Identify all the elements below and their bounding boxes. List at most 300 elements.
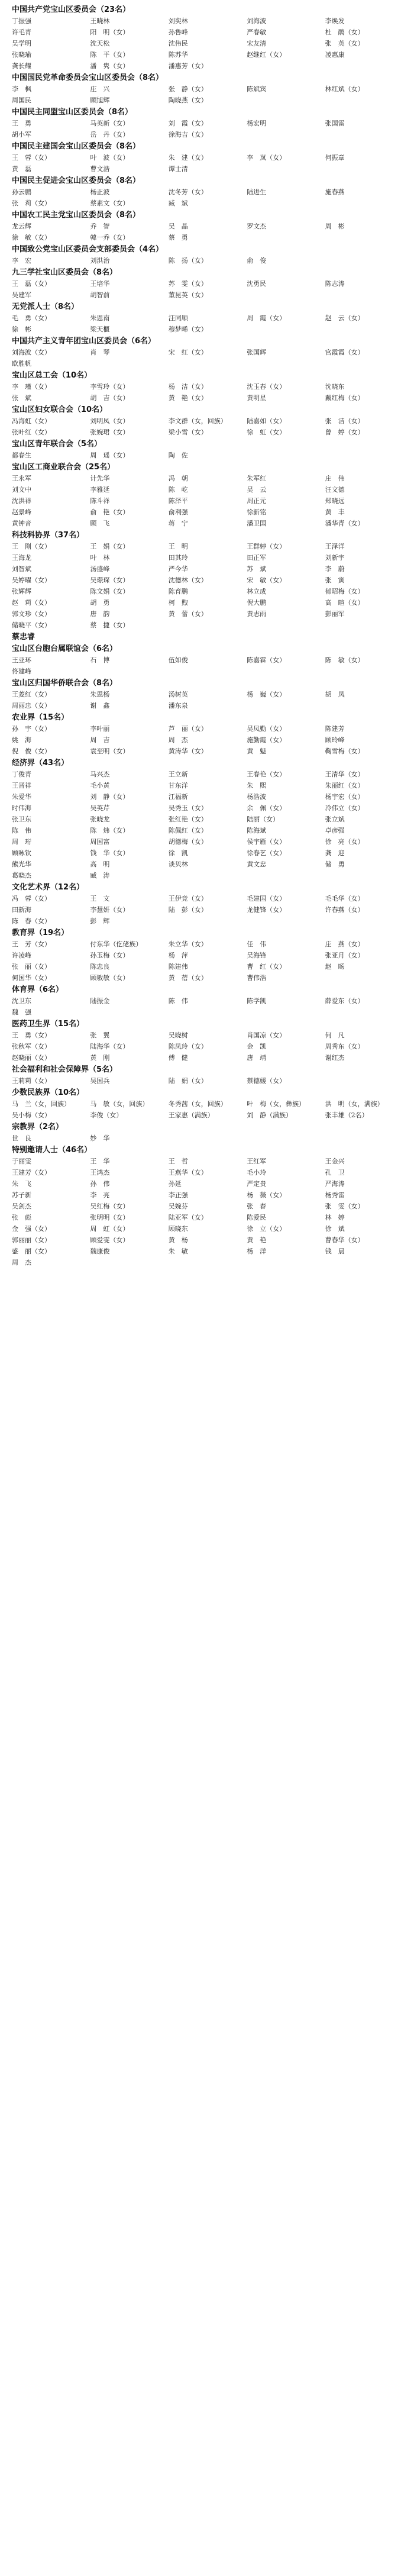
member-name: 储 勇 [325, 860, 345, 868]
member-name: 王 文 [90, 895, 110, 902]
member-name: 曹文浩 [90, 165, 110, 173]
member-name: 陈 伟 [168, 997, 188, 1005]
member-name: 胡 勇 [90, 599, 110, 607]
member-name: 倪大鹏 [247, 599, 267, 607]
member-name: 沈晓东 [325, 383, 345, 391]
member-name: 田新海 [12, 906, 31, 914]
member-name: 陈文娟（女） [90, 588, 130, 595]
name-list [12, 255, 402, 266]
member-name: 黄 蓓（女） [168, 974, 208, 982]
member-name: 陈育鹏 [168, 588, 188, 595]
member-name: 陈佩红（女） [168, 827, 208, 834]
section [12, 1121, 402, 1144]
member-name: 张国辉 [247, 349, 267, 356]
member-name: 计先华 [90, 475, 110, 482]
member-name: 顾旭辉 [90, 96, 110, 104]
member-name: 陈志涛 [325, 280, 345, 288]
member-name: 陈 炜（女） [90, 827, 130, 834]
member-name: 潘东泉 [168, 702, 188, 710]
member-name: 吴英芹 [90, 804, 110, 812]
section [12, 243, 402, 266]
member-name: 胡 凤 [325, 691, 345, 698]
member-name: 刘奕林 [168, 17, 188, 25]
member-name: 李雅延 [90, 486, 110, 494]
member-name: 世 良 [12, 1134, 31, 1142]
member-name: 张红艳（女） [168, 815, 208, 823]
member-name: 李慧妍（女） [90, 906, 130, 914]
member-name: 魏康俊 [90, 1247, 110, 1255]
member-name: 林红斌（女） [325, 85, 364, 93]
name-list [12, 769, 402, 881]
member-name: 王 蓉（女） [12, 154, 51, 162]
member-name: 肖国凉（女） [247, 1031, 286, 1039]
member-name: 陆嘉如（女） [247, 417, 286, 425]
member-name: 朱 敏 [168, 1247, 188, 1255]
member-name: 王永军 [12, 475, 31, 482]
section-heading: 蔡忠睿 [12, 633, 35, 641]
section [12, 301, 402, 335]
member-name: 陆丽（女） [247, 815, 280, 823]
member-name: 严定贵 [247, 1180, 267, 1188]
member-name: 杨 洋 [247, 1247, 267, 1255]
member-name: 杨浩波 [247, 793, 267, 801]
member-name: 蔡德媛（女） [247, 1077, 286, 1085]
member-name: 林 婷 [325, 1214, 345, 1221]
member-name: 黄 杨 [168, 1236, 188, 1244]
member-name: 吴建军 [12, 291, 31, 299]
section-heading: 农业界（15名） [12, 713, 69, 722]
member-name: 王春艳（女） [247, 770, 286, 778]
section [12, 1087, 402, 1121]
member-name: 赵 莉（女） [12, 599, 51, 607]
member-name: 梁小雪（女） [168, 428, 208, 436]
section-heading: 社会福利和社会保障界（5名） [12, 1065, 118, 1074]
section [12, 677, 402, 711]
member-name: 叶 林 [90, 554, 110, 562]
member-name: 黄明星 [247, 394, 267, 402]
name-list [12, 1030, 402, 1063]
member-name: 张 斌 [12, 394, 31, 402]
member-name: 柯 煦 [168, 599, 188, 607]
member-name: 王培华 [90, 280, 110, 288]
member-name: 石 博 [90, 656, 110, 664]
name-list [12, 723, 402, 757]
member-name: 李 枫 [12, 85, 31, 93]
member-name: 马 敏（女，回族） [90, 1100, 149, 1108]
member-name: 潘 隽（女） [90, 62, 130, 70]
member-name: 苏子新 [12, 1191, 31, 1199]
member-name: 凌惠康 [325, 51, 345, 59]
member-name: 杨 洁（女） [168, 383, 208, 391]
member-name: 龙云辉 [12, 223, 31, 230]
member-name: 刘海波 [247, 17, 267, 25]
member-name: 施勤霞（女） [247, 736, 286, 744]
section-heading: 中国民主促进会宝山区委员会（8名） [12, 176, 141, 185]
member-name: 葛晓杰 [12, 872, 31, 879]
member-name: 苏 雯（女） [168, 280, 208, 288]
member-name: 陈海斌 [247, 827, 267, 834]
member-name: 周正元 [247, 497, 267, 505]
member-name: 张 翼 [90, 1031, 110, 1039]
name-list [12, 1156, 402, 1268]
section-heading: 中国国民党革命委员会宝山区委员会（8名） [12, 73, 164, 82]
member-name: 刘文中 [12, 486, 31, 494]
member-name: 徐新铭 [247, 508, 267, 516]
member-name: 汪同顺 [168, 314, 188, 322]
member-name: 王泽洋 [325, 543, 345, 550]
member-name: 沈伟民 [168, 40, 188, 47]
member-name: 王清华（女） [325, 770, 364, 778]
member-name: 蒋 宁 [168, 520, 188, 527]
member-name: 余 佩（女） [247, 804, 286, 812]
member-name: 李 蔚 [325, 565, 345, 573]
member-name: 郑晓远 [325, 497, 345, 505]
member-name: 陆 娟（女） [168, 1077, 208, 1085]
member-name: 黄 艳 [247, 1236, 267, 1244]
member-name: 王燕华（女） [168, 1169, 208, 1176]
member-name: 王金兴 [325, 1158, 345, 1165]
name-list [12, 221, 402, 243]
member-name: 肖 琴 [90, 349, 110, 356]
member-name: 张 寅 [325, 576, 345, 584]
member-name: 叶 梅（女，彝族） [247, 1100, 306, 1108]
member-name: 张 雯（女） [325, 1202, 364, 1210]
name-list [12, 995, 402, 1018]
member-name: 吴小梅（女） [12, 1111, 51, 1119]
member-name: 王晋祥 [12, 782, 31, 789]
member-name: 郭文珍（女） [12, 610, 51, 618]
member-name: 黄钟音 [12, 520, 31, 527]
member-name: 胡小军 [12, 131, 31, 138]
member-name: 谢红杰 [325, 1054, 345, 1062]
section [12, 369, 402, 404]
member-name: 杜 鹃（女） [325, 28, 364, 36]
member-name: 赵 旸 [325, 963, 345, 971]
member-name: 彭 辉 [90, 917, 110, 925]
member-name: 甘东洋 [168, 782, 188, 789]
member-name: 俞利强 [168, 508, 188, 516]
section-heading: 中国致公党宝山区委员会支部委员会（4名） [12, 245, 164, 254]
member-name: 胡智前 [90, 291, 110, 299]
member-name: 陈建伟 [168, 963, 188, 971]
member-name: 刘 静（女） [90, 793, 130, 801]
member-name: 何振章 [325, 154, 345, 162]
member-name: 庄 伟 [325, 475, 345, 482]
name-list [12, 186, 402, 209]
name-list [12, 655, 402, 677]
member-name: 毛建国（女） [247, 895, 286, 902]
member-name: 王 明 [168, 543, 188, 550]
section-heading: 文化艺术界（12名） [12, 883, 85, 892]
member-name: 陈建芳 [325, 725, 345, 733]
member-name: 董昆英（女） [168, 291, 208, 299]
member-name: 王红军 [247, 1158, 267, 1165]
member-name: 严海涛 [325, 1180, 345, 1188]
member-name: 乔 智 [90, 223, 110, 230]
member-name: 朱立华（女） [168, 940, 208, 948]
member-name: 王 芳（女） [12, 940, 51, 948]
section [12, 631, 402, 643]
section [12, 140, 402, 175]
member-name: 高 暄（女） [325, 599, 364, 607]
member-name: 周秀东（女） [325, 1043, 364, 1050]
member-name: 李俊（女） [90, 1111, 123, 1119]
member-name: 孙 伟 [90, 1180, 110, 1188]
member-name: 丁俊青 [12, 770, 31, 778]
member-name: 潘卫国 [247, 520, 267, 527]
member-name: 陈 春（女） [12, 917, 51, 925]
member-name: 钱 晨 [325, 1247, 345, 1255]
member-name: 曹春华（女） [325, 1236, 364, 1244]
name-list [12, 450, 402, 461]
name-list [12, 118, 402, 140]
member-name: 周国民 [12, 96, 31, 104]
member-name: 陶晓燕（女） [168, 96, 208, 104]
member-name: 郁昭梅（女） [325, 588, 364, 595]
member-name: 宋 敏（女） [247, 576, 286, 584]
member-name: 周 珩 [12, 838, 31, 846]
member-name: 朱 建（女） [168, 154, 208, 162]
section [12, 711, 402, 757]
section [12, 209, 402, 243]
member-name: 黄 刚 [90, 1054, 110, 1062]
member-name: 张 英（女） [325, 40, 364, 47]
member-name: 朱爱华 [12, 793, 31, 801]
name-list [12, 381, 402, 404]
member-name: 罗文杰 [247, 223, 267, 230]
member-name: 张晓龙 [90, 815, 110, 823]
member-name: 杨 萍 [168, 952, 188, 959]
member-name: 沈德林（女） [168, 576, 208, 584]
member-name: 马英新（女） [90, 120, 130, 127]
section [12, 175, 402, 209]
member-name: 杨宇宏（女） [325, 793, 364, 801]
member-name: 吴 晶 [168, 223, 188, 230]
member-name: 冯 蓉（女） [12, 895, 51, 902]
member-name: 高 明 [90, 860, 110, 868]
member-name: 张亚月（女） [325, 952, 364, 959]
member-name: 黄 艳（女） [168, 394, 208, 402]
member-name: 杨 巍（女） [247, 691, 286, 698]
section [12, 266, 402, 301]
section [12, 72, 402, 106]
member-name: 汤树英 [168, 691, 188, 698]
member-name: 王莉莉（女） [12, 1077, 51, 1085]
name-list [12, 1133, 402, 1144]
member-name: 妙 华 [90, 1134, 110, 1142]
member-name: 黄 磊 [12, 165, 31, 173]
member-name: 陆振金 [90, 997, 110, 1005]
member-name: 倪 俊（女） [12, 747, 51, 755]
member-name: 于丽雯 [12, 1158, 31, 1165]
member-name: 蔡素文（女） [90, 199, 130, 207]
member-name: 吴婷曜（女） [12, 576, 51, 584]
member-name: 周 彬 [325, 223, 345, 230]
member-name: 郭丽丽（女） [12, 1236, 51, 1244]
member-name: 陈斌宾 [247, 85, 267, 93]
member-name: 徐 彬 [12, 325, 31, 333]
member-name: 王 勇（女） [12, 1031, 51, 1039]
name-list [12, 15, 402, 72]
member-name: 张 静（女） [168, 85, 208, 93]
member-name: 都春生 [12, 452, 31, 459]
member-name: 李 瑾（女） [12, 383, 51, 391]
member-name: 陈 伟 [12, 827, 31, 834]
member-name: 林立成 [247, 588, 267, 595]
section-heading: 体育界（6名） [12, 985, 64, 994]
member-name: 吴晓树 [168, 1031, 188, 1039]
member-name: 徐春艺（女） [247, 849, 286, 857]
section-heading: 九三学社宝山区委员会（8名） [12, 268, 118, 277]
member-name: 陶 佐 [168, 452, 188, 459]
member-name: 沈勇民 [247, 280, 267, 288]
member-name: 徐 敏（女） [12, 234, 51, 241]
member-name: 龚 迎 [325, 849, 345, 857]
member-name: 孙鲁峰 [168, 28, 188, 36]
member-name: 吴国兵 [90, 1077, 110, 1085]
member-name: 刘智斌 [12, 565, 31, 573]
member-name: 袁至明（女） [90, 747, 130, 755]
member-name: 沈洪祥 [12, 497, 31, 505]
section [12, 404, 402, 438]
member-name: 张晓瑜 [12, 51, 31, 59]
member-name: 官霞霞（女） [325, 349, 364, 356]
member-name: 沈冬芳（女） [168, 188, 208, 196]
member-name: 王伊竞（女） [168, 895, 208, 902]
member-name: 刘海波（女） [12, 349, 51, 356]
member-name: 苏 斌 [247, 565, 267, 573]
member-name: 张 莉（女） [12, 199, 51, 207]
member-name: 李焕发 [325, 17, 345, 25]
member-name: 韓一乔（女） [90, 234, 130, 241]
name-list [12, 347, 402, 369]
member-name: 梁天櫃 [90, 325, 110, 333]
section [12, 1144, 402, 1268]
member-name: 王 磊（女） [12, 280, 51, 288]
member-name: 杨宏明 [247, 120, 267, 127]
member-name: 张立斌 [325, 815, 345, 823]
member-name: 许凌峰 [12, 952, 31, 959]
member-name: 储晓平（女） [12, 621, 51, 629]
member-name: 唐 韵 [90, 610, 110, 618]
member-name: 金 凯 [247, 1043, 267, 1050]
section-heading: 宝山区工商业联合会（25名） [12, 463, 115, 472]
member-name: 黄 蕾（女） [168, 610, 208, 618]
member-name: 李正强 [168, 1191, 188, 1199]
member-name: 张国雷 [325, 120, 345, 127]
member-name: 周 杰 [168, 736, 188, 744]
member-name: 许毛青 [12, 28, 31, 36]
member-name: 庄 兴 [90, 85, 110, 93]
member-name: 周 霞（女） [247, 314, 286, 322]
member-name: 顾晓东 [168, 1225, 188, 1233]
member-name: 黄 魁 [247, 747, 267, 755]
section [12, 1018, 402, 1063]
member-name: 顾敏敏（女） [90, 974, 130, 982]
member-name: 李 宏 [12, 257, 31, 265]
member-name: 吴婉芬 [168, 1202, 188, 1210]
section-heading: 医药卫生界（15名） [12, 1020, 85, 1029]
member-name: 吴剑杰 [12, 1202, 31, 1210]
section [12, 106, 402, 140]
member-name: 丁振强 [12, 17, 31, 25]
member-name: 宋友清 [247, 40, 267, 47]
member-name: 周 虹（女） [90, 1225, 130, 1233]
member-name: 何国华（女） [12, 974, 51, 982]
member-name: 徐 斌 [325, 1225, 345, 1233]
section [12, 529, 402, 631]
member-name: 周 吉 [90, 736, 110, 744]
member-name: 张 洁（女） [325, 417, 364, 425]
member-name: 王 哲 [168, 1158, 188, 1165]
member-name: 冷伟立（女） [325, 804, 364, 812]
member-name: 冯 朝 [168, 475, 188, 482]
member-name: 胡 吉（女） [90, 394, 130, 402]
member-name: 朱思杨 [90, 691, 110, 698]
member-name: 龙健锋（女） [247, 906, 286, 914]
member-name: 王家惠（满族） [168, 1111, 214, 1119]
member-name: 胡德梅（女） [168, 838, 208, 846]
member-name: 吴 云 [247, 486, 267, 494]
member-name: 金 强（女） [12, 1225, 51, 1233]
member-name: 陈学凯 [247, 997, 267, 1005]
member-name: 陈嘉霖（女） [247, 656, 286, 664]
member-name: 吴学明 [12, 40, 31, 47]
member-name: 沈天松 [90, 40, 110, 47]
member-name: 吴凤勤（女） [247, 725, 286, 733]
member-name: 鞠雪梅（女） [325, 747, 364, 755]
member-name: 陈爱民 [247, 1214, 267, 1221]
member-name: 马兴杰 [90, 770, 110, 778]
member-name: 佟建峰 [12, 668, 31, 675]
member-name: 孙玉梅（女） [90, 952, 130, 959]
name-list [12, 1075, 402, 1087]
member-name: 陈斗祥 [90, 497, 110, 505]
member-name: 李 亮 [90, 1191, 110, 1199]
section-heading: 宝山区青年联合会（5名） [12, 440, 102, 449]
member-name: 杨正波 [90, 188, 110, 196]
member-name: 曾 婷（女） [325, 428, 364, 436]
member-name: 侯宇雁（女） [247, 838, 286, 846]
member-name: 魏 强 [12, 1008, 31, 1016]
member-name: 王建芳（女） [12, 1169, 51, 1176]
section-heading: 教育界（19名） [12, 928, 69, 937]
member-name: 徐海吉（女） [168, 131, 208, 138]
member-name: 李叶丽 [90, 725, 110, 733]
section [12, 438, 402, 461]
member-name: 沈卫东 [12, 997, 31, 1005]
member-name: 严今华 [168, 565, 188, 573]
section-heading: 特别邀请人士（46名） [12, 1146, 92, 1155]
member-name: 芦 丽（女） [168, 725, 208, 733]
member-name: 臧 涛 [90, 872, 110, 879]
member-name: 吴红梅（女） [90, 1202, 130, 1210]
member-name: 曹伟浩 [247, 974, 267, 982]
member-name: 刘 霞（女） [168, 120, 208, 127]
member-name: 周丽忠（女） [12, 702, 51, 710]
member-name: 阳 明（女） [90, 28, 130, 36]
member-name: 何 凡 [325, 1031, 345, 1039]
name-list [12, 278, 402, 301]
member-name: 赵晓丽（女） [12, 1054, 51, 1062]
member-name: 张卫东 [12, 815, 31, 823]
member-name: 朱 熙 [247, 782, 267, 789]
member-name: 陈 屹 [168, 486, 188, 494]
section-heading: 中国共产党宝山区委员会（23名） [12, 5, 131, 14]
member-name: 黄 丰 [325, 508, 345, 516]
member-name: 谈贝林 [168, 860, 188, 868]
member-name: 黄涛华（女） [168, 747, 208, 755]
